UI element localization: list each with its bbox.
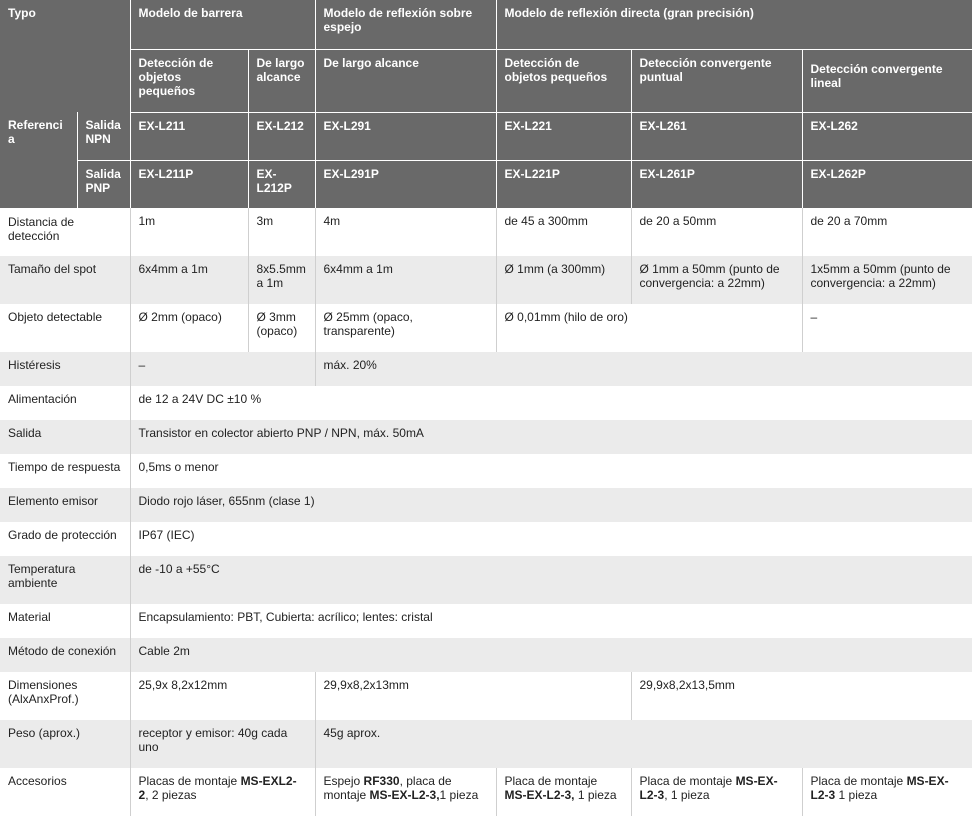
cell: Ø 1mm (a 300mm) [496, 256, 631, 304]
text: Placa de montaje [810, 774, 907, 788]
row-label: Salida [8, 426, 42, 440]
ref-npn-c4: EX-L221 [496, 112, 631, 160]
row-label: Alimentación [8, 392, 77, 406]
part-number: MS-EX-L2-3 [639, 774, 778, 802]
cell: – [130, 352, 315, 386]
cell: 3m [248, 208, 315, 256]
cell [315, 768, 496, 816]
cell: 1x5mm a 50mm (punto de convergencia: a 22mm) [802, 256, 972, 304]
cell: 45g aprox. [315, 720, 972, 768]
cell: Ø 1mm a 50mm (punto de convergencia: a 22mm) [631, 256, 802, 304]
row-label: Método de conexión [8, 644, 117, 658]
part-number: MS-EXL2-2 [138, 774, 297, 802]
table-row [0, 488, 972, 522]
row-label: Objeto detectable [8, 310, 103, 324]
cell: receptor y emisor: 40g cada uno [130, 720, 315, 768]
cell: 29,9x8,2x13mm [315, 672, 631, 720]
cell: de 45 a 300mm [496, 208, 631, 256]
table-row [0, 638, 972, 672]
cell: Ø 25mm (opaco, transparente) [315, 304, 496, 352]
ref-npn-c3: EX-L291 [315, 112, 496, 160]
sub-header-c6: Detección convergente lineal [802, 49, 972, 112]
cell: Ø 3mm (opaco) [248, 304, 315, 352]
row-label: Tamaño del spot [8, 262, 97, 276]
cell: 4m [315, 208, 496, 256]
row-label: Accesorios [8, 774, 67, 788]
text: Espejo [323, 774, 364, 788]
cell: de 12 a 24V DC ±10 % [130, 386, 972, 420]
part-number: RF330 [363, 774, 400, 788]
table-row [0, 768, 972, 816]
table-row [0, 420, 972, 454]
table-row [0, 208, 972, 256]
ref-pnp-c1: EX-L211P [130, 160, 248, 208]
ref-pnp-c6: EX-L262P [802, 160, 972, 208]
cell [631, 768, 802, 816]
table-row [0, 604, 972, 638]
ref-pnp-c3: EX-L291P [315, 160, 496, 208]
sub-header-c1: Detección de objetos pequeños [130, 49, 248, 112]
row-label: Distancia de detección [8, 214, 75, 243]
salida-pnp-label: Salida PNP [77, 160, 130, 208]
part-number: MS-EX-L2-3, [369, 788, 440, 802]
cell: 29,9x8,2x13,5mm [631, 672, 972, 720]
cell: 6x4mm a 1m [130, 256, 248, 304]
sub-header-c3: De largo alcance [315, 49, 496, 112]
cell: Encapsulamiento: PBT, Cubierta: acrílico; lentes: cristal [130, 604, 972, 638]
text: , 1 pieza [664, 788, 710, 802]
cell: Ø 2mm (opaco) [130, 304, 248, 352]
row-label: Grado de protección [8, 528, 117, 542]
row-label: Temperatura ambiente [8, 562, 76, 590]
ref-pnp-c4: EX-L221P [496, 160, 631, 208]
cell: – [802, 304, 972, 352]
referencia-label: Referencia [0, 112, 77, 208]
part-number: MS-EX-L2-3, [504, 788, 575, 802]
row-label: Histéresis [8, 358, 61, 372]
table-row [0, 522, 972, 556]
row-label: Dimensiones (AlxAnxProf.) [8, 678, 79, 706]
reflexion-espejo-group-header: Modelo de reflexión sobre espejo [315, 0, 496, 49]
cell: de -10 a +55°C [130, 556, 972, 604]
table-row [0, 386, 972, 420]
cell: 6x4mm a 1m [315, 256, 496, 304]
cell: de 20 a 70mm [802, 208, 972, 256]
cell: Cable 2m [130, 638, 972, 672]
text: Placa de montaje [504, 774, 598, 788]
ref-pnp-c2: EX-L212P [248, 160, 315, 208]
part-number: MS-EX-L2-3 [810, 774, 949, 802]
row-label: Tiempo de respuesta [8, 460, 121, 474]
text: 1 pieza [439, 788, 479, 802]
ref-npn-c1: EX-L211 [130, 112, 248, 160]
cell: 8x5.5mm a 1m [248, 256, 315, 304]
cell: Transistor en colector abierto PNP / NPN, máx. 50mA [130, 420, 972, 454]
cell: máx. 20% [315, 352, 972, 386]
text: Placa de montaje [639, 774, 736, 788]
salida-npn-label: Salida NPN [77, 112, 130, 160]
ref-npn-c2: EX-L212 [248, 112, 315, 160]
table-row [0, 454, 972, 488]
cell: de 20 a 50mm [631, 208, 802, 256]
cell: Ø 0,01mm (hilo de oro) [496, 304, 802, 352]
row-label: Elemento emisor [8, 494, 99, 508]
table-row [0, 556, 972, 604]
text: , 2 piezas [145, 788, 197, 802]
reflexion-directa-group-header: Modelo de reflexión directa (gran precisión) [496, 0, 972, 49]
barrera-group-header: Modelo de barrera [130, 0, 315, 49]
table-row [0, 720, 972, 768]
sub-header-c2: De largo alcance [248, 49, 315, 112]
sub-header-c5: Detección convergente puntual [631, 49, 802, 112]
cell: 1m [130, 208, 248, 256]
cell: 0,5ms o menor [130, 454, 972, 488]
ref-pnp-c5: EX-L261P [631, 160, 802, 208]
cell: 25,9x 8,2x12mm [130, 672, 315, 720]
typo-header: Typo [0, 0, 130, 112]
ref-npn-c6: EX-L262 [802, 112, 972, 160]
cell [802, 768, 972, 816]
sub-header-c4: Detección de objetos pequeños [496, 49, 631, 112]
row-label: Material [8, 610, 51, 624]
table-row [0, 304, 972, 352]
text: , placa de montaje [323, 774, 452, 802]
cell: IP67 (IEC) [130, 522, 972, 556]
ref-npn-c5: EX-L261 [631, 112, 802, 160]
cell: Diodo rojo láser, 655nm (clase 1) [130, 488, 972, 522]
row-label: Peso (aprox.) [8, 726, 81, 740]
cell [496, 768, 631, 816]
text: 1 pieza [574, 788, 617, 802]
table-row [0, 672, 972, 720]
cell [130, 768, 315, 816]
text: Placas de montaje [138, 774, 241, 788]
text: 1 pieza [835, 788, 878, 802]
table-row [0, 256, 972, 304]
table-row [0, 352, 972, 386]
